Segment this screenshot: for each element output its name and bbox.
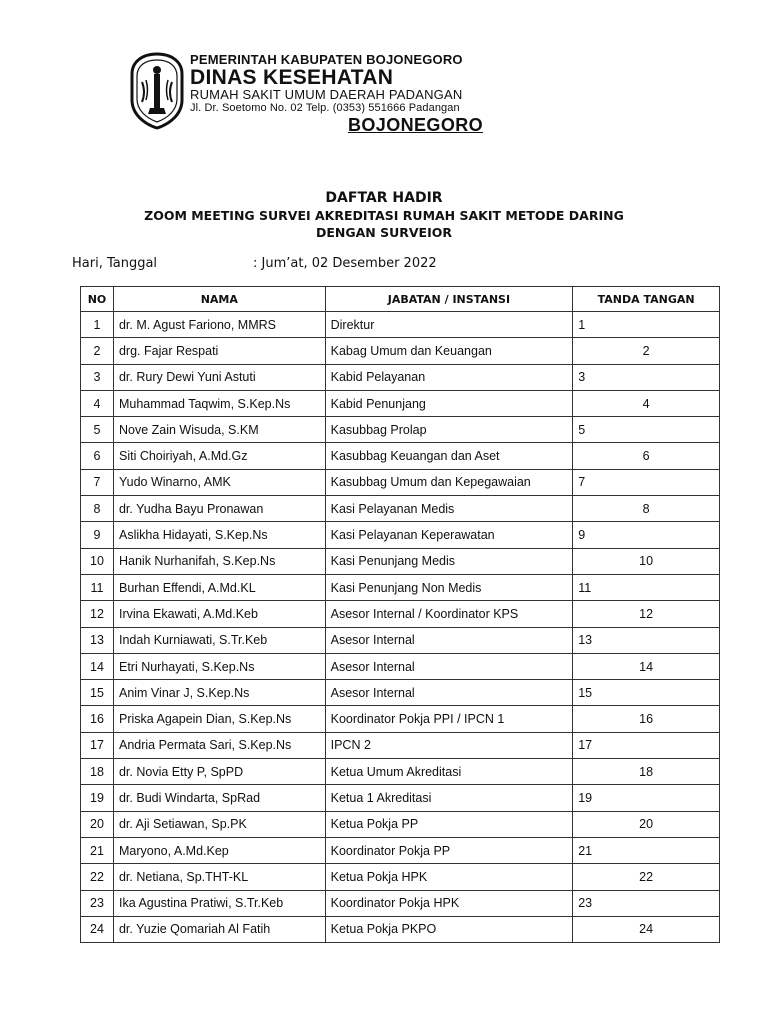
- table-row: [81, 811, 720, 837]
- table-row: [81, 548, 720, 574]
- cell-no: 1: [81, 312, 114, 338]
- date-value: : Jum’at, 02 Desember 2022: [253, 256, 437, 271]
- cell-jabatan: Kasubbag Keuangan dan Aset: [325, 443, 573, 469]
- table-row: [81, 417, 720, 443]
- cell-signature: 4: [573, 390, 720, 416]
- cell-signature: 2: [573, 338, 720, 364]
- table-row: [81, 601, 720, 627]
- document-subtitle-1: ZOOM MEETING SURVEI AKREDITASI RUMAH SAKIT METODE DARING: [144, 208, 624, 223]
- table-row: [81, 627, 720, 653]
- cell-no: 6: [81, 443, 114, 469]
- cell-jabatan: Kasi Penunjang Non Medis: [325, 574, 573, 600]
- cell-jabatan: Koordinator Pokja PP: [325, 837, 573, 863]
- cell-signature: 11: [573, 574, 720, 600]
- cell-no: 19: [81, 785, 114, 811]
- cell-nama: Anim Vinar J, S.Kep.Ns: [113, 680, 325, 706]
- cell-signature: 6: [573, 443, 720, 469]
- government-name: PEMERINTAH KABUPATEN BOJONEGORO: [190, 52, 463, 67]
- cell-nama: Aslikha Hidayati, S.Kep.Ns: [113, 522, 325, 548]
- cell-nama: drg. Fajar Respati: [113, 338, 325, 364]
- table-row: [81, 443, 720, 469]
- cell-nama: Maryono, A.Md.Kep: [113, 837, 325, 863]
- hospital-name: RUMAH SAKIT UMUM DAERAH PADANGAN: [190, 87, 463, 102]
- cell-jabatan: Koordinator Pokja PPI / IPCN 1: [325, 706, 573, 732]
- cell-signature: 15: [573, 680, 720, 706]
- table-row: [81, 706, 720, 732]
- cell-jabatan: IPCN 2: [325, 732, 573, 758]
- table-row: [81, 785, 720, 811]
- cell-nama: Priska Agapein Dian, S.Kep.Ns: [113, 706, 325, 732]
- attendance-table: [80, 286, 720, 943]
- cell-no: 17: [81, 732, 114, 758]
- cell-signature: 24: [573, 916, 720, 942]
- cell-jabatan: Asesor Internal: [325, 680, 573, 706]
- cell-signature: 17: [573, 732, 720, 758]
- cell-nama: Andria Permata Sari, S.Kep.Ns: [113, 732, 325, 758]
- address: Jl. Dr. Soetomo No. 02 Telp. (0353) 551666 Padangan: [190, 102, 460, 114]
- cell-signature: 23: [573, 890, 720, 916]
- cell-no: 12: [81, 601, 114, 627]
- cell-signature: 3: [573, 364, 720, 390]
- table-row: [81, 312, 720, 338]
- table-row: [81, 522, 720, 548]
- header-no: NO: [81, 287, 114, 312]
- cell-no: 21: [81, 837, 114, 863]
- cell-no: 8: [81, 496, 114, 522]
- cell-nama: Etri Nurhayati, S.Kep.Ns: [113, 653, 325, 679]
- cell-no: 22: [81, 864, 114, 890]
- cell-jabatan: Koordinator Pokja HPK: [325, 890, 573, 916]
- cell-signature: 20: [573, 811, 720, 837]
- cell-no: 2: [81, 338, 114, 364]
- cell-signature: 13: [573, 627, 720, 653]
- cell-signature: 7: [573, 469, 720, 495]
- cell-nama: dr. Netiana, Sp.THT-KL: [113, 864, 325, 890]
- city-name: BOJONEGORO: [348, 115, 484, 135]
- table-row: [81, 338, 720, 364]
- table-row: [81, 390, 720, 416]
- cell-nama: dr. Aji Setiawan, Sp.PK: [113, 811, 325, 837]
- cell-signature: 18: [573, 759, 720, 785]
- cell-no: 4: [81, 390, 114, 416]
- document-title: DAFTAR HADIR: [325, 190, 443, 206]
- cell-no: 3: [81, 364, 114, 390]
- cell-jabatan: Kabid Penunjang: [325, 390, 573, 416]
- cell-no: 11: [81, 574, 114, 600]
- cell-jabatan: Ketua 1 Akreditasi: [325, 785, 573, 811]
- cell-nama: Indah Kurniawati, S.Tr.Keb: [113, 627, 325, 653]
- cell-jabatan: Ketua Pokja PKPO: [325, 916, 573, 942]
- cell-signature: 14: [573, 653, 720, 679]
- cell-jabatan: Kabid Pelayanan: [325, 364, 573, 390]
- table-row: [81, 916, 720, 942]
- table-row: [81, 864, 720, 890]
- cell-signature: 16: [573, 706, 720, 732]
- cell-no: 10: [81, 548, 114, 574]
- cell-signature: 12: [573, 601, 720, 627]
- cell-nama: Siti Choiriyah, A.Md.Gz: [113, 443, 325, 469]
- header-jabatan: JABATAN / INSTANSI: [325, 287, 573, 312]
- cell-signature: 21: [573, 837, 720, 863]
- cell-no: 16: [81, 706, 114, 732]
- cell-no: 20: [81, 811, 114, 837]
- cell-nama: Irvina Ekawati, A.Md.Keb: [113, 601, 325, 627]
- cell-signature: 10: [573, 548, 720, 574]
- cell-signature: 19: [573, 785, 720, 811]
- cell-nama: Hanik Nurhanifah, S.Kep.Ns: [113, 548, 325, 574]
- cell-signature: 22: [573, 864, 720, 890]
- date-label: Hari, Tanggal: [72, 256, 158, 271]
- cell-jabatan: Kasubbag Umum dan Kepegawaian: [325, 469, 573, 495]
- cell-nama: dr. Yudha Bayu Pronawan: [113, 496, 325, 522]
- cell-no: 15: [81, 680, 114, 706]
- cell-nama: dr. Yuzie Qomariah Al Fatih: [113, 916, 325, 942]
- letterhead: [0, 0, 768, 150]
- table-row: [81, 496, 720, 522]
- cell-jabatan: Asesor Internal / Koordinator KPS: [325, 601, 573, 627]
- header-ttd: TANDA TANGAN: [573, 287, 720, 312]
- cell-jabatan: Ketua Pokja PP: [325, 811, 573, 837]
- cell-nama: Yudo Winarno, AMK: [113, 469, 325, 495]
- cell-jabatan: Ketua Pokja HPK: [325, 864, 573, 890]
- cell-no: 23: [81, 890, 114, 916]
- cell-nama: Muhammad Taqwim, S.Kep.Ns: [113, 390, 325, 416]
- cell-jabatan: Kasi Penunjang Medis: [325, 548, 573, 574]
- cell-jabatan: Asesor Internal: [325, 627, 573, 653]
- table-row: [81, 680, 720, 706]
- table-row: [81, 469, 720, 495]
- table-row: [81, 653, 720, 679]
- cell-nama: Ika Agustina Pratiwi, S.Tr.Keb: [113, 890, 325, 916]
- regency-emblem-logo: [128, 52, 186, 130]
- document-subtitle-2: DENGAN SURVEIOR: [315, 225, 453, 240]
- cell-nama: dr. M. Agust Fariono, MMRS: [113, 312, 325, 338]
- cell-signature: 8: [573, 496, 720, 522]
- agency-name: DINAS KESEHATAN: [190, 66, 394, 89]
- table-header-row: [81, 287, 720, 312]
- cell-jabatan: Direktur: [325, 312, 573, 338]
- cell-jabatan: Kasi Pelayanan Keperawatan: [325, 522, 573, 548]
- cell-jabatan: Kasi Pelayanan Medis: [325, 496, 573, 522]
- cell-nama: Nove Zain Wisuda, S.KM: [113, 417, 325, 443]
- cell-jabatan: Asesor Internal: [325, 653, 573, 679]
- table-row: [81, 759, 720, 785]
- cell-no: 13: [81, 627, 114, 653]
- table-row: [81, 732, 720, 758]
- cell-nama: Burhan Effendi, A.Md.KL: [113, 574, 325, 600]
- cell-no: 7: [81, 469, 114, 495]
- table-body: [81, 312, 720, 943]
- cell-nama: dr. Novia Etty P, SpPD: [113, 759, 325, 785]
- table-row: [81, 890, 720, 916]
- header-nama: NAMA: [113, 287, 325, 312]
- cell-jabatan: Kabag Umum dan Keuangan: [325, 338, 573, 364]
- cell-nama: dr. Rury Dewi Yuni Astuti: [113, 364, 325, 390]
- cell-jabatan: Kasubbag Prolap: [325, 417, 573, 443]
- cell-no: 14: [81, 653, 114, 679]
- cell-signature: 9: [573, 522, 720, 548]
- cell-signature: 5: [573, 417, 720, 443]
- cell-no: 18: [81, 759, 114, 785]
- cell-no: 24: [81, 916, 114, 942]
- cell-jabatan: Ketua Umum Akreditasi: [325, 759, 573, 785]
- table-row: [81, 364, 720, 390]
- table-row: [81, 574, 720, 600]
- cell-no: 9: [81, 522, 114, 548]
- cell-signature: 1: [573, 312, 720, 338]
- table-row: [81, 837, 720, 863]
- cell-no: 5: [81, 417, 114, 443]
- cell-nama: dr. Budi Windarta, SpRad: [113, 785, 325, 811]
